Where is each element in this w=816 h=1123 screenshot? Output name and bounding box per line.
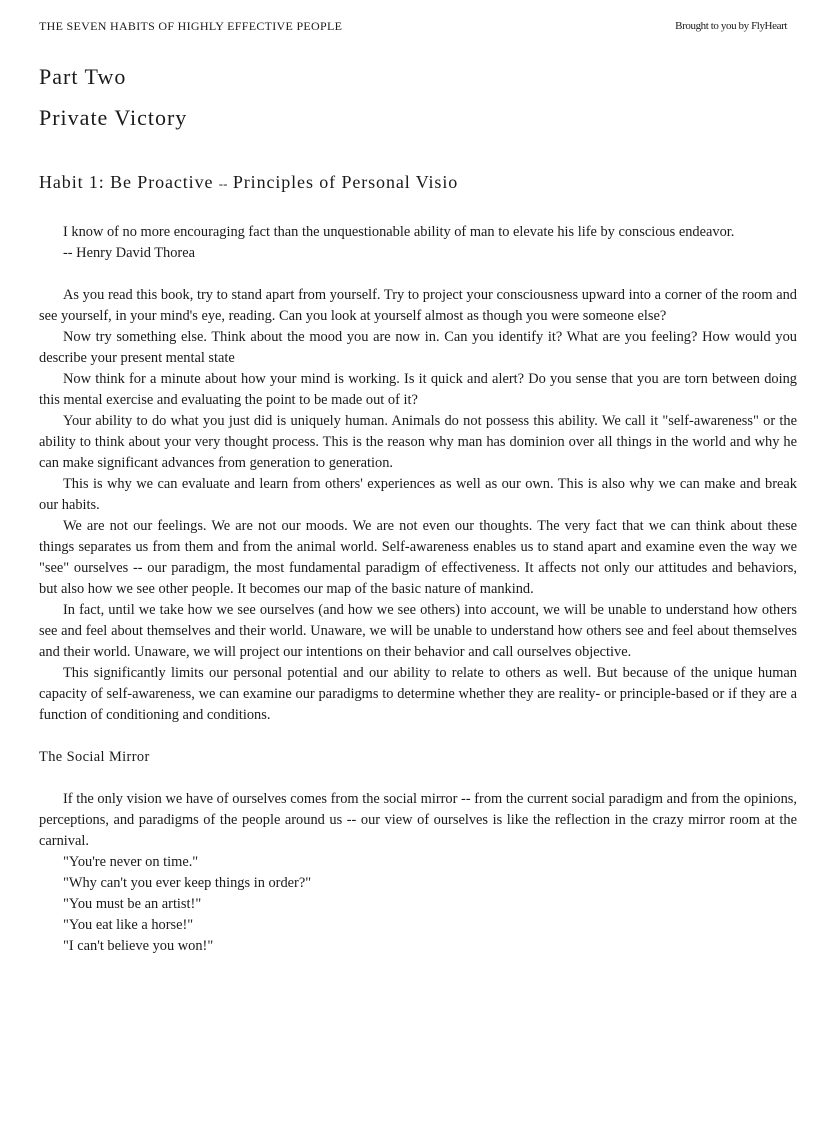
habit-subtitle: Principles of Personal Visio — [232, 172, 459, 192]
spacer — [39, 726, 797, 747]
habit-heading — [39, 172, 458, 193]
paragraph: Your ability to do what you just did is uniquely human. Animals do not possess this ability. We call it "self-awareness" or the ability to think about your very thought process. This is the reason why man has dominion over all things in the world and why he can make significant advances from generation to generation. — [39, 413, 797, 471]
running-header-credit: Brought to you by FlyHeart — [675, 20, 787, 32]
paragraph: In fact, until we take how we see ourselves (and how we see others) into account, we will be unable to understand how others see and feel about themselves and their world. Unaware, we will be unable to understand how others see and feel about themselves and their world. Unaware, we will project our intentions on their behavior and call ourselves objective. — [39, 602, 797, 660]
quote-line: "Why can't you ever keep things in order?" — [63, 875, 312, 891]
paragraph: Now try something else. Think about the mood you are now in. Can you identify it? What are you feeling? How would you describe your present mental state — [39, 329, 797, 366]
paragraph: As you read this book, try to stand apart from yourself. Try to project your consciousness upward into a corner of the room and see yourself, in your mind's eye, reading. Can you look at yourself almost as though you were someone else? — [39, 287, 797, 324]
habit-separator: -- — [218, 176, 228, 191]
quote-line: "I can't believe you won!" — [63, 938, 214, 954]
epigraph-quote: I know of no more encouraging fact than the unquestionable ability of man to elevate his life by conscious endeavor. — [63, 224, 735, 240]
habit-name: Habit 1: Be Proactive — [39, 172, 214, 192]
quote-line: "You eat like a horse!" — [63, 917, 194, 933]
paragraph: This is why we can evaluate and learn from others' experiences as well as our own. This is also why we can make and break our habits. — [39, 476, 797, 513]
section-intro: If the only vision we have of ourselves comes from the social mirror -- from the current social paradigm and from the opinions, perceptions, and paradigms of the people around us -- our view of ourselves is like the reflection in the crazy mirror room at the carnival. — [39, 791, 797, 849]
part-subtitle: Private Victory — [39, 105, 188, 130]
body-text — [39, 222, 797, 957]
paragraph: Now think for a minute about how your mind is working. Is it quick and alert? Do you sense that you are torn between doing this mental exercise and evaluating the point to be made out of it? — [39, 371, 797, 408]
quote-line: "You must be an artist!" — [63, 896, 202, 912]
part-title: Part Two — [39, 64, 127, 89]
paragraph: We are not our feelings. We are not our moods. We are not even our thoughts. The very fact that we can think about these things separates us from them and from the animal world. Self-awareness enables us to stand apart and examine even the way we "see" ourselves -- our paradigm, the most fundamental paradigm of effectiveness. It affects not only our attitudes and behaviors, but also how we see other people. It becomes our map of the basic nature of mankind. — [39, 518, 797, 597]
spacer — [39, 768, 797, 789]
running-header-title: THE SEVEN HABITS OF HIGHLY EFFECTIVE PEOPLE — [39, 19, 343, 33]
quote-line: "You're never on time." — [63, 854, 199, 870]
section-heading: The Social Mirror — [39, 749, 150, 765]
spacer — [39, 264, 797, 285]
epigraph-attribution: -- Henry David Thorea — [63, 245, 195, 261]
paragraph: This significantly limits our personal potential and our ability to relate to others as well. But because of the unique human capacity of self-awareness, we can examine our paradigms to determine whether they are reality- or principle-based or if they are a function of conditioning and conditions. — [39, 665, 797, 723]
